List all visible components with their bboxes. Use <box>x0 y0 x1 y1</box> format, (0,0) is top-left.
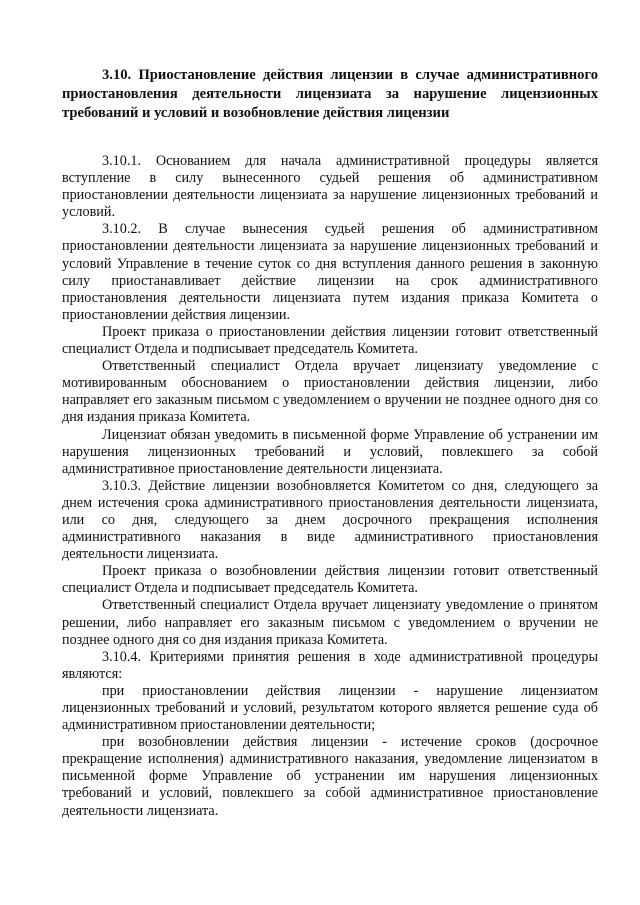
paragraph-3-10-3: 3.10.3. Действие лицензии возобновляется Комитетом со дня, следующего за днем истечения срока административного приостановления деятельности лицензиата, или со дня, следующего за днем досрочного прекращения исполнения административного наказания в виде административного приостановления деятельности лицензиата. <box>62 477 598 563</box>
paragraph-renewal-notice: Ответственный специалист Отдела вручает лицензиату уведомление о принятом решении, либо направляет его заказным письмом с уведомлением о вручении не позднее одного дня со дня издания приказа Комитета. <box>62 597 598 648</box>
paragraph-3-10-2: 3.10.2. В случае вынесения судьей решения об административном приостановлении деятельности лицензиата за нарушение лицензионных требований и условий Управление в течение суток со дня вступления данного решения в законную силу приостанавливает действие лицензии на срок административного приостановления деятельности лицензиата путем издания приказа Комитета о приостановлении действия лицензии. <box>62 221 598 323</box>
paragraph-renewal-draft: Проект приказа о возобновлении действия лицензии готовит ответственный специалист Отдела и подписывает председатель Комитета. <box>62 563 598 597</box>
paragraph-3-10-1: 3.10.1. Основанием для начала административной процедуры является вступление в силу вынесенного судьей решения об административном приостановлении деятельности лицензиата за нарушение лицензионных требований и условий. <box>62 153 598 221</box>
paragraph-suspension-notice: Ответственный специалист Отдела вручает лицензиату уведомление с мотивированным обоснованием о приостановлении действия лицензии, либо направляет его заказным письмом с уведомлением о вручении не позднее одного дня со дня издания приказа Комитета. <box>62 358 598 426</box>
paragraph-criteria-suspension: при приостановлении действия лицензии - нарушение лицензиатом лицензионных требований и условий, результатом которого является решение суда об административном приостановлении деятельности; <box>62 682 598 734</box>
paragraph-licensee-obligation: Лицензиат обязан уведомить в письменной форме Управление об устранении им нарушения лицензионных требований и условий, повлекшего за собой административное приостановление деятельности лицензиата. <box>62 426 598 477</box>
paragraph-criteria-renewal: при возобновлении действия лицензии - истечение сроков (досрочное прекращение исполнения) административного наказания, уведомление лицензиатом в письменной форме Управление об устранении им нарушения лицензионных требований и условий, повлекшего за собой административное приостановление деятельности лицензиата. <box>62 734 598 819</box>
paragraph-suspension-draft: Проект приказа о приостановлении действия лицензии готовит ответственный специалист Отдела и подписывает председатель Комитета. <box>62 323 598 358</box>
section-heading: 3.10. Приостановление действия лицензии в случае административного приостановления деятельности лицензиата за нарушение лицензионных требований и условий и возобновление действия лицензии <box>62 67 598 121</box>
paragraph-3-10-4: 3.10.4. Критериями принятия решения в ходе административной процедуры являются: <box>62 648 598 682</box>
